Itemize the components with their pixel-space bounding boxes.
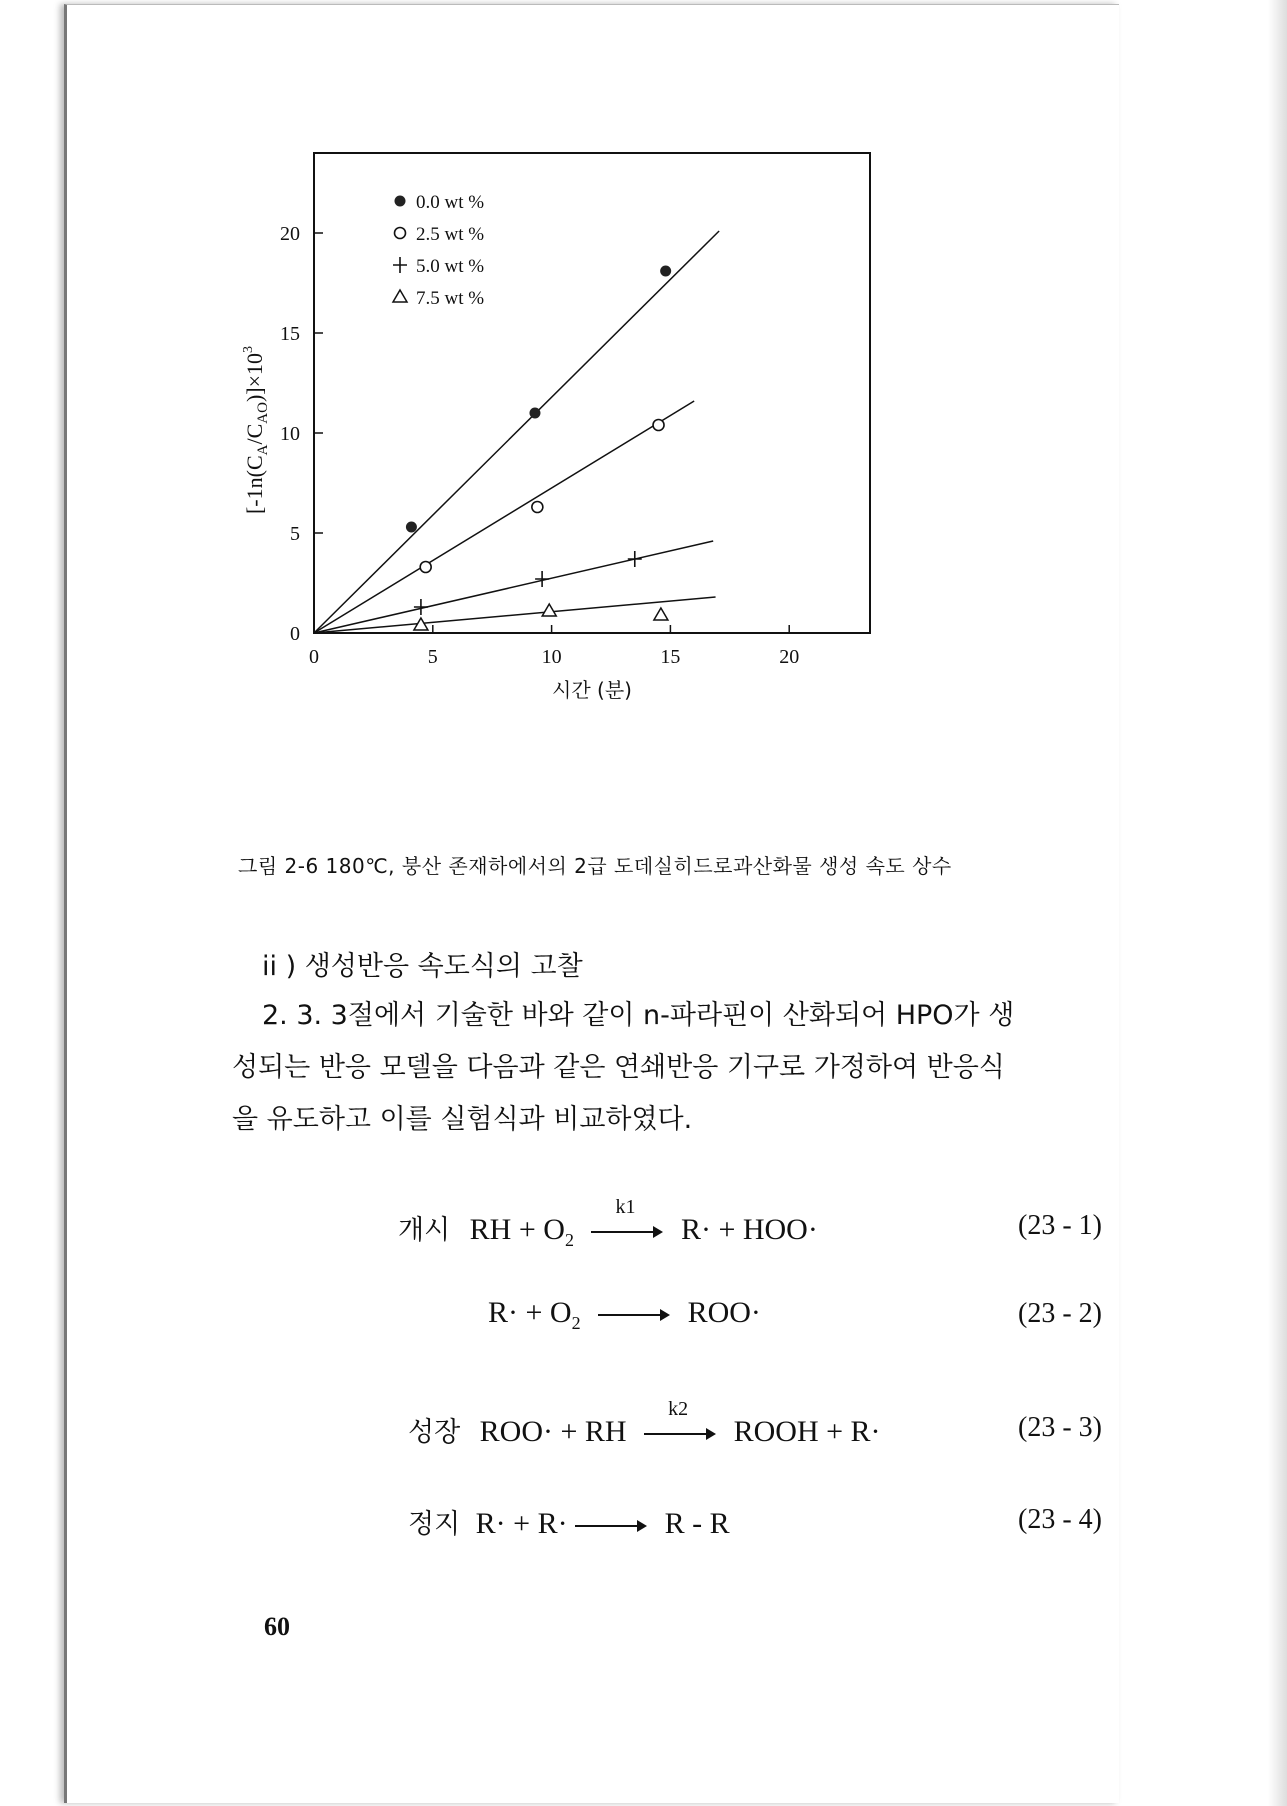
y-axis-label: $[-1n(C_A/C_{AO})]\times 10^3$ <box>241 345 271 515</box>
equation-23-3 <box>408 1398 881 1449</box>
fit-line <box>314 597 716 633</box>
figure-caption: 그림 2-6 180℃, 붕산 존재하에서의 2급 도데실히드로과산화물 생성 속도 상수 <box>238 854 952 878</box>
section-heading: ii ) 생성반응 속도식의 고찰 <box>262 951 583 982</box>
y-tick-label: 0 <box>290 623 300 645</box>
eq-sub: 2 <box>571 1313 581 1333</box>
plot-frame <box>314 153 870 633</box>
triangle-marker <box>654 608 668 620</box>
equation-number: (23 - 4) <box>1018 1504 1102 1535</box>
open-circle-marker <box>653 420 664 431</box>
reaction-arrow-icon <box>591 1196 663 1242</box>
fit-line <box>314 401 694 633</box>
equation-23-2 <box>488 1296 761 1334</box>
open-circle-marker <box>420 562 431 573</box>
fit-line <box>314 231 719 633</box>
filled-circle-marker <box>529 408 540 419</box>
eq-label: 개시 <box>398 1215 451 1246</box>
eq-label: 성장 <box>408 1417 461 1448</box>
x-tick-label: 15 <box>660 646 681 668</box>
filled-circle-marker <box>406 522 417 533</box>
plus-marker <box>414 599 428 615</box>
equation-number: (23 - 2) <box>1018 1298 1102 1329</box>
eq-sub: 2 <box>564 1230 574 1250</box>
triangle-marker <box>542 604 556 616</box>
x-tick-label: 0 <box>309 646 319 668</box>
eq-label: 정지 <box>408 1509 461 1540</box>
reaction-arrow-icon <box>644 1398 716 1444</box>
open-circle-marker <box>532 502 543 513</box>
legend-label: 5.0 wt % <box>416 256 485 277</box>
eq-lhs: RH + O <box>469 1213 565 1246</box>
equation-number: (23 - 1) <box>1018 1210 1102 1241</box>
eq-rhs: ROO· <box>687 1296 761 1329</box>
eq-rhs: R - R <box>664 1507 730 1540</box>
y-tick-label: 15 <box>280 323 300 345</box>
eq-rhs: ROOH + R· <box>733 1415 881 1448</box>
equation-23-1 <box>398 1196 818 1251</box>
paragraph-line: 을 유도하고 이를 실험식과 비교하였다. <box>232 1104 693 1135</box>
equation-23-4 <box>408 1502 730 1541</box>
equation-number: (23 - 3) <box>1018 1412 1102 1443</box>
plus-marker <box>628 551 642 567</box>
page-number: 60 <box>264 1612 290 1641</box>
x-tick-label: 10 <box>541 646 562 668</box>
open-circle-marker <box>395 228 406 239</box>
triangle-marker <box>393 290 407 302</box>
eq-lhs: R· + O <box>488 1296 572 1329</box>
paragraph-line: 성되는 반응 모델을 다음과 같은 연쇄반응 기구로 가정하여 반응식 <box>232 1052 1005 1083</box>
filled-circle-marker <box>660 266 671 277</box>
y-tick-label: 5 <box>290 523 300 545</box>
filled-circle-marker <box>395 196 406 207</box>
legend-label: 0.0 wt % <box>416 192 485 213</box>
body-paragraph <box>232 990 1132 1146</box>
x-tick-label: 20 <box>779 646 800 668</box>
fit-line <box>314 541 713 633</box>
x-tick-label: 5 <box>427 646 438 668</box>
eq-rhs: R· + HOO· <box>680 1213 818 1246</box>
y-tick-label: 10 <box>280 423 300 445</box>
reaction-arrow-icon <box>575 1516 647 1536</box>
plus-marker <box>393 257 407 273</box>
paragraph-line: 2. 3. 3절에서 기술한 바와 같이 n-파라핀이 산화되어 HPO가 생 <box>262 1000 1015 1031</box>
eq-lhs: ROO· + RH <box>479 1415 627 1448</box>
plus-marker <box>535 571 549 587</box>
reaction-arrow-icon <box>598 1305 670 1325</box>
eq-lhs: R· + R· <box>475 1507 568 1540</box>
rate-constant-chart <box>0 0 1287 740</box>
legend-label: 2.5 wt % <box>416 224 485 245</box>
y-tick-label: 20 <box>280 223 300 245</box>
rate-constant: k1 <box>615 1196 636 1219</box>
legend-label: 7.5 wt % <box>416 288 485 309</box>
x-axis-label: 시간 (분) <box>552 678 632 702</box>
rate-constant: k2 <box>668 1398 689 1421</box>
